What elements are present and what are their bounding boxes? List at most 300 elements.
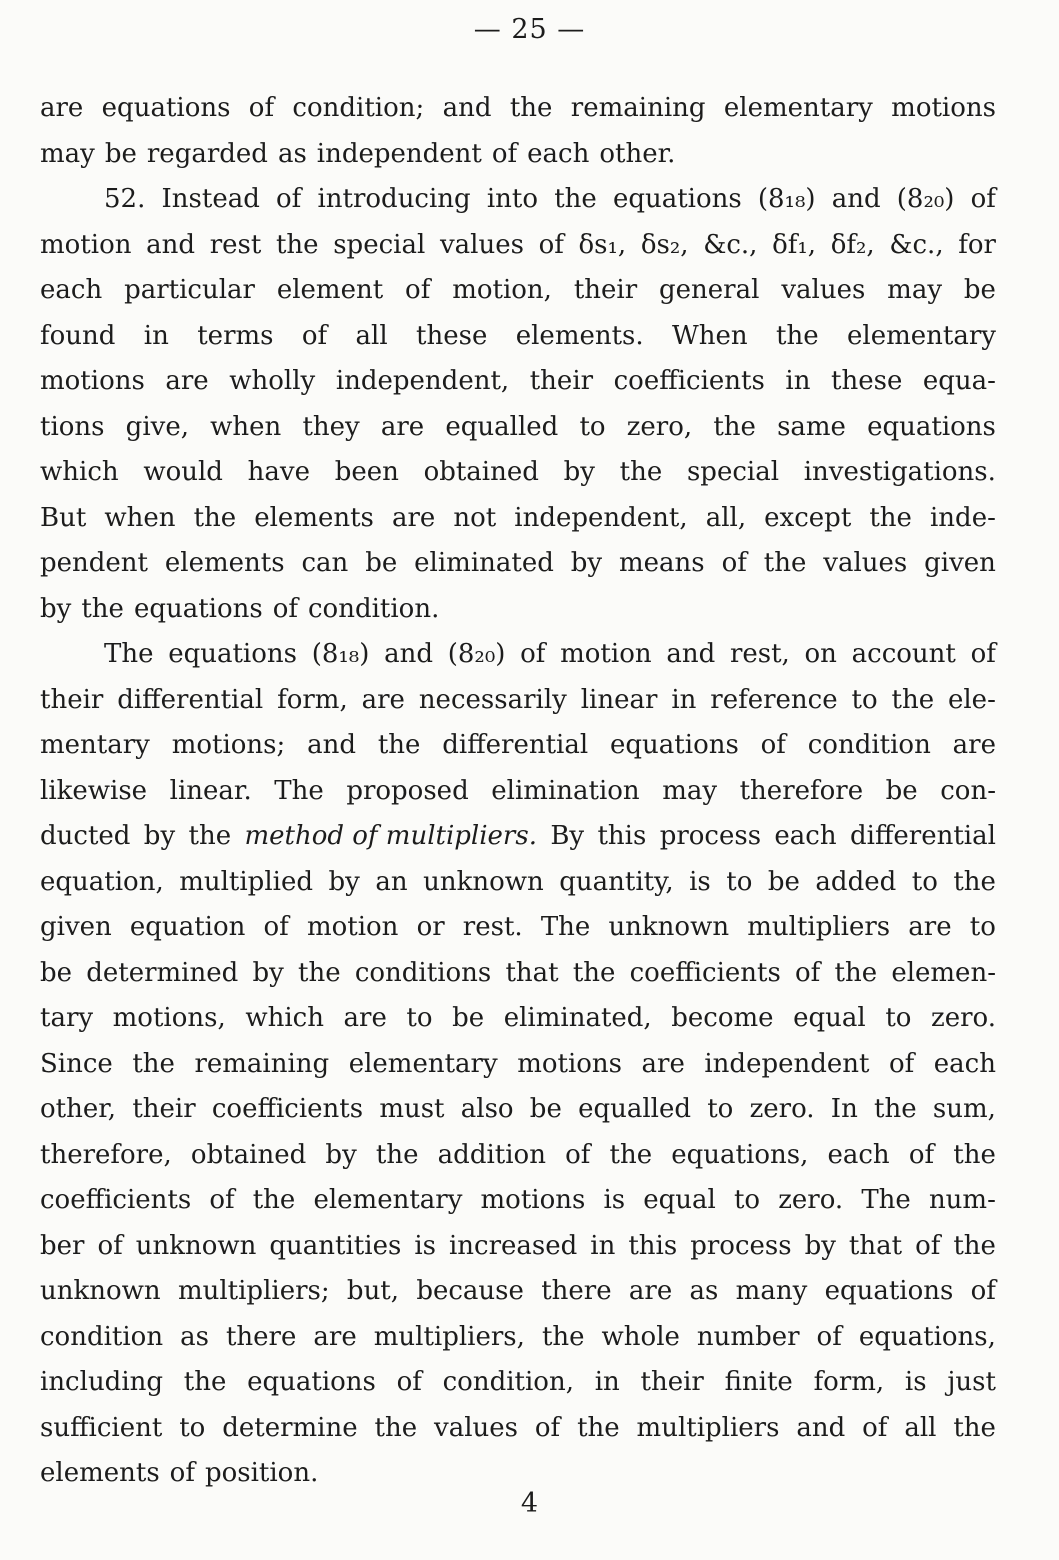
word: the [183, 1367, 227, 1397]
text-line [40, 1315, 996, 1361]
word: elementary [723, 93, 873, 123]
word: of [491, 138, 518, 169]
word: therefore, [40, 1139, 172, 1170]
word: motions, [112, 1003, 226, 1033]
word: determined [86, 957, 239, 988]
text-line [40, 541, 996, 587]
word: of [301, 320, 328, 351]
word: of [908, 1139, 935, 1170]
word: the [869, 502, 912, 533]
word: condition; [292, 93, 425, 123]
word: been [334, 457, 399, 487]
word: each [827, 1139, 890, 1170]
signature-mark: 4 [520, 1488, 539, 1519]
word: values [823, 548, 908, 578]
word: the [953, 1230, 996, 1261]
word: the [874, 1094, 917, 1124]
word: &c., [703, 229, 758, 260]
word: motions [480, 1185, 586, 1215]
word: equal [643, 1185, 716, 1215]
word: become [671, 1003, 774, 1033]
word: by [325, 1139, 357, 1170]
word: equations [824, 1276, 954, 1306]
word: can [301, 548, 349, 578]
word: to [179, 1412, 206, 1443]
word: reference [710, 684, 838, 715]
word: investigations. [803, 457, 996, 487]
word: this [628, 1230, 678, 1261]
word: coefficients [40, 1185, 192, 1215]
word: the [891, 684, 935, 715]
word: of [276, 184, 302, 214]
word: each [40, 275, 103, 305]
word: independent [316, 138, 482, 169]
word: elements. [515, 320, 644, 351]
word: means [619, 548, 705, 578]
word: values [781, 275, 866, 305]
word: and [831, 184, 881, 214]
word: the [377, 730, 421, 760]
word: elements [254, 502, 374, 533]
word: unknown [40, 1276, 161, 1306]
word: regarded [146, 138, 268, 169]
word: may [40, 138, 95, 169]
word: zero. [778, 1185, 844, 1215]
word: of [169, 1458, 195, 1488]
text-line [40, 996, 996, 1042]
word: obtained [190, 1139, 307, 1170]
text-line [40, 1269, 996, 1315]
word: are [952, 730, 996, 760]
word: there [541, 1276, 612, 1306]
word: are [380, 411, 425, 442]
word: in [785, 366, 811, 396]
word: except [764, 502, 852, 533]
word: num- [928, 1185, 996, 1215]
word: other, [40, 1094, 117, 1124]
word: and [384, 639, 433, 669]
word: motions [517, 1048, 622, 1079]
word: necessarily [418, 684, 567, 715]
word: that [505, 957, 559, 988]
text-line [40, 1087, 996, 1133]
body-text [40, 86, 996, 1497]
word: the [763, 548, 807, 578]
word: eliminated, [503, 1003, 652, 1033]
word: zero. [749, 1094, 815, 1124]
word: rest. [462, 912, 523, 942]
word: (8₂₀) [896, 184, 955, 214]
word: process [690, 1230, 792, 1261]
word: all, [705, 502, 747, 533]
word: elimination [491, 775, 640, 806]
word: as [180, 1321, 209, 1352]
word: are [628, 1276, 673, 1306]
word: equations [168, 639, 297, 669]
word: of [565, 1139, 591, 1170]
word: are [313, 1321, 357, 1352]
word: of [520, 639, 546, 669]
word: which [245, 1003, 324, 1033]
word: equalled [578, 1094, 691, 1124]
word: have [247, 457, 310, 487]
word: whole [601, 1321, 680, 1352]
word: to [911, 866, 938, 897]
word: are [361, 684, 405, 715]
word: by [40, 593, 72, 624]
word: in [671, 684, 697, 715]
word: of [272, 593, 298, 624]
word: is [904, 1367, 927, 1397]
word: δs₁, [578, 229, 627, 260]
word: account [851, 639, 956, 669]
word: rest [209, 229, 262, 260]
word: quantities [269, 1230, 402, 1261]
word: differential [117, 684, 264, 715]
word: pendent [40, 548, 148, 578]
word: their [529, 366, 594, 396]
word: as [689, 1276, 719, 1306]
word: their [132, 1094, 196, 1124]
word: equations [101, 93, 231, 123]
word: rest, [729, 639, 790, 669]
word: conditions [354, 957, 492, 988]
word: therefore [739, 775, 864, 806]
text-line [40, 1178, 996, 1224]
word: to [579, 411, 606, 442]
word: their [573, 275, 638, 305]
word: all [904, 1412, 937, 1443]
word: multipliers; [177, 1276, 330, 1306]
word: δf₂, [830, 229, 875, 260]
word: equa- [922, 366, 996, 396]
word: the [953, 866, 996, 897]
word: are [343, 1003, 387, 1033]
word: condition, [442, 1367, 574, 1397]
word: coefficients [629, 957, 781, 988]
word: to [707, 1094, 734, 1124]
word: multipliers [636, 1412, 780, 1443]
word: be [529, 1094, 562, 1124]
word: position. [204, 1458, 319, 1488]
word: equation [129, 912, 246, 942]
word: as [277, 138, 307, 169]
word: the [776, 320, 819, 351]
text-line [40, 723, 996, 769]
word: values [434, 1412, 518, 1443]
word: differential [442, 730, 589, 760]
word: each [774, 821, 837, 851]
word: eliminated [414, 548, 554, 578]
word: number [696, 1321, 800, 1352]
word: of [248, 93, 275, 123]
word: the [572, 957, 616, 988]
word: the [541, 1321, 585, 1352]
word: linear. [169, 775, 252, 806]
word: (8₁₈) [311, 639, 370, 669]
word: and [442, 93, 492, 123]
word: by [328, 866, 360, 897]
word: including [40, 1367, 164, 1397]
word: con- [940, 775, 996, 806]
word: of [915, 1230, 941, 1261]
text-line [40, 860, 996, 906]
word: in [594, 1367, 620, 1397]
word: element [276, 275, 384, 305]
word: motion [40, 229, 132, 260]
word: general [659, 275, 760, 305]
word: The [274, 775, 324, 806]
word: and [666, 639, 716, 669]
text-line [40, 678, 996, 724]
word: for [958, 229, 996, 260]
word: linear [580, 684, 658, 715]
word: remaining [194, 1048, 330, 1079]
text-line [40, 177, 996, 223]
word: Since [40, 1048, 113, 1079]
word: the [713, 411, 756, 442]
word: elementary [313, 1185, 463, 1215]
word: of [862, 1412, 888, 1443]
word: that [848, 1230, 903, 1261]
word: be [963, 275, 996, 305]
word: elementary [348, 1048, 498, 1079]
word: of [396, 1367, 422, 1397]
word: unknown [608, 912, 730, 942]
word: of [970, 639, 996, 669]
word: coefficients [211, 1094, 364, 1124]
word: the [509, 93, 553, 123]
word: the [132, 1048, 175, 1079]
word: is [414, 1230, 436, 1261]
word: the [375, 1139, 419, 1170]
word: by [252, 957, 284, 988]
word: sufficient [40, 1412, 163, 1443]
word: equations [610, 730, 739, 760]
word: by [804, 1230, 836, 1261]
word: their [640, 1367, 704, 1397]
word: or [416, 912, 445, 942]
word: by [570, 548, 603, 578]
word: process [659, 821, 762, 851]
word: these [831, 366, 903, 396]
word: be [452, 1003, 485, 1033]
word: The [861, 1185, 911, 1215]
word: increased [448, 1230, 578, 1261]
word: the [374, 1412, 418, 1443]
word: this [597, 821, 647, 851]
word: equations [612, 184, 742, 214]
word: When [672, 320, 748, 351]
text-line [40, 905, 996, 951]
word: give, [125, 411, 189, 442]
text-line [40, 86, 996, 132]
word: just [947, 1367, 996, 1397]
word: may [887, 275, 943, 305]
word: to [851, 684, 878, 715]
text-line [40, 132, 996, 178]
word: which [40, 457, 119, 487]
text-line [40, 359, 996, 405]
word: independent, [335, 366, 510, 396]
word: motions [40, 366, 145, 396]
word: finite [724, 1367, 793, 1397]
word: In [830, 1094, 858, 1124]
word: on [804, 639, 837, 669]
word: mentary [40, 730, 150, 760]
word: method of multipliers. [244, 821, 537, 851]
text-line [40, 769, 996, 815]
word: to [406, 1003, 433, 1033]
word: elementary [847, 320, 996, 351]
word: many [735, 1276, 808, 1306]
word: of [760, 730, 786, 760]
word: condition. [308, 593, 440, 624]
word: the [577, 1412, 620, 1443]
word: unknown [135, 1230, 257, 1261]
word: of [263, 912, 289, 942]
word: the [953, 1139, 996, 1170]
word: multipliers, [373, 1321, 525, 1352]
word: these [416, 320, 488, 351]
word: the [609, 1139, 653, 1170]
word: is [603, 1185, 626, 1215]
word: differential [849, 821, 996, 851]
word: by [143, 821, 176, 851]
word: condition [807, 730, 931, 760]
word: of [721, 548, 747, 578]
word: of [795, 957, 821, 988]
word: motions; [171, 730, 286, 760]
word: equations [247, 1367, 376, 1397]
word: by [563, 457, 595, 487]
word: of [538, 229, 564, 260]
word: of [970, 1276, 996, 1306]
text-line [40, 450, 996, 496]
word: δf₁, [772, 229, 817, 260]
word: coefficients [613, 366, 765, 396]
word: found [40, 320, 116, 351]
word: because [416, 1276, 524, 1306]
word: tary [40, 1003, 94, 1033]
word: the [953, 1412, 996, 1443]
word: an [375, 866, 408, 897]
word: determine [222, 1412, 358, 1443]
word: each [527, 138, 590, 169]
word: inde- [929, 502, 996, 533]
word: motion [560, 639, 652, 669]
word: to [733, 1185, 761, 1215]
word: and [307, 730, 356, 760]
word: equations [133, 593, 263, 624]
word: to [726, 866, 753, 897]
word: elements [164, 548, 285, 578]
word: be [767, 866, 800, 897]
word: when [104, 502, 176, 533]
word: of [816, 1321, 842, 1352]
text-line [40, 1133, 996, 1179]
text-line [40, 223, 996, 269]
word: of [970, 184, 996, 214]
word: be [885, 775, 918, 806]
text-line [40, 1360, 996, 1406]
word: equations, [671, 1139, 809, 1170]
word: equal [793, 1003, 866, 1033]
word: motions [891, 93, 996, 123]
word: Instead [161, 184, 260, 214]
text-line [40, 496, 996, 542]
word: δs₂, [640, 229, 689, 260]
text-line [40, 1042, 996, 1088]
word: given [40, 912, 112, 942]
word: there [225, 1321, 297, 1352]
word: the [81, 593, 124, 624]
word: the [252, 1185, 296, 1215]
word: unknown [423, 866, 544, 897]
word: may [662, 775, 718, 806]
word: tions [40, 411, 105, 442]
word: be [40, 957, 73, 988]
word: By [550, 821, 585, 851]
word: elemen- [891, 957, 996, 988]
word: special [686, 457, 780, 487]
word: the [275, 229, 319, 260]
word: of [405, 275, 431, 305]
word: is [689, 866, 711, 897]
word: addition [437, 1139, 546, 1170]
word: into [486, 184, 539, 214]
word: be [104, 138, 137, 169]
word: same [777, 411, 846, 442]
word: the [834, 957, 878, 988]
word: would [143, 457, 223, 487]
word: zero. [931, 1003, 996, 1033]
word: given [924, 548, 996, 578]
word: are [641, 1048, 685, 1079]
word: are [165, 366, 209, 396]
word: and [146, 229, 196, 260]
word: when [210, 411, 282, 442]
word: remaining [570, 93, 706, 123]
word: wholly [229, 366, 316, 396]
word: to [885, 1003, 912, 1033]
word: form, [813, 1367, 885, 1397]
word: likewise [40, 775, 148, 806]
word: in [590, 1230, 616, 1261]
text-line [40, 405, 996, 451]
word: the [188, 821, 232, 851]
word: condition [40, 1321, 164, 1352]
word: equation, [40, 866, 164, 897]
word: are [391, 502, 436, 533]
word: multipliers [747, 912, 891, 942]
word: values [439, 229, 524, 260]
word: ducted [40, 821, 131, 851]
word: are [40, 93, 84, 123]
text-line [40, 632, 996, 678]
word: be [365, 548, 398, 578]
word: motion [306, 912, 399, 942]
word: equalled [445, 411, 559, 442]
word: proposed [346, 775, 469, 806]
word: the [298, 957, 341, 988]
word: independent, [514, 502, 688, 533]
word: (8₁₈) [757, 184, 816, 214]
word: of [97, 1230, 123, 1261]
word: added [815, 866, 897, 897]
word: form, [277, 684, 348, 715]
word: The [104, 639, 154, 669]
